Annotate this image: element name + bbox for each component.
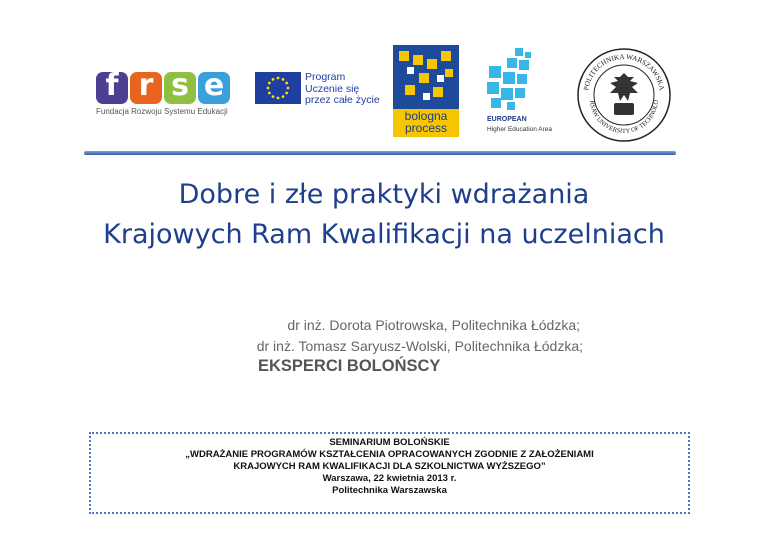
seal-top-text: POLITECHNIKA WARSZAWSKA (582, 52, 666, 92)
frse-logo (96, 68, 236, 122)
frse-letter-e: e (198, 72, 230, 104)
ehea-logo (485, 46, 565, 138)
bologna-process-logo (393, 45, 459, 137)
seminar-line4: Warszawa, 22 kwietnia 2013 r. (322, 473, 457, 484)
seminar-line2: „WDRAŻANIE PROGRAMÓW KSZTAŁCENIA OPRACOWANYCH ZGODNIE Z ZAŁOŻENIAMI (185, 449, 594, 460)
ehea-label-line2: Higher Education Area (487, 126, 553, 133)
seal-bottom-text: RSAW UNIVERSITY OF TECHNOLO (588, 99, 661, 135)
seminar-box (89, 432, 690, 514)
author-2: dr inż. Tomasz Saryusz-Wolski, Politechnika Łódzka; (256, 338, 583, 354)
frse-letter-tiles (96, 68, 236, 104)
bologna-label (393, 109, 459, 137)
university-seal-logo (576, 47, 672, 143)
eu-flag-icon (255, 72, 301, 104)
frse-tagline: Fundacja Rozwoju Systemu Edukacji (96, 107, 228, 116)
seminar-line3: KRAJOWYCH RAM KWALIFIKACJI DLA SZKOLNICTWA WYŻSZEGO” (233, 461, 546, 472)
eu-program-logo (255, 72, 385, 112)
authors-block (150, 315, 610, 357)
eu-program-line2: Uczenie się (305, 82, 360, 95)
eu-program-line1: Program (305, 71, 346, 83)
eu-program-line3: przez całe życie (305, 94, 380, 106)
author-1: dr inż. Dorota Piotrowska, Politechnika Łódzka; (287, 317, 580, 333)
bologna-label-line2: process (404, 121, 448, 135)
frse-letter-s: s (164, 72, 196, 104)
frse-letter-r: r (130, 72, 162, 104)
ehea-label-line1: EUROPEAN (487, 116, 527, 123)
title-line1: Dobre i złe praktyki wdrażania (178, 179, 590, 210)
presentation-title (0, 175, 768, 255)
ehea-puzzle-icon (485, 46, 545, 112)
seminar-line1: SEMINARIUM BOLOŃSKIE (329, 437, 450, 448)
title-line2: Krajowych Ram Kwalifikacji na uczelniach (103, 219, 665, 250)
bologna-label-line1: bologna (404, 109, 448, 123)
seminar-line5: Politechnika Warszawska (332, 485, 447, 496)
experts-label: EKSPERCI BOLOŃSCY (258, 357, 441, 375)
header-divider (84, 151, 676, 155)
frse-letter-f: f (96, 72, 128, 104)
eu-program-text (305, 72, 380, 112)
